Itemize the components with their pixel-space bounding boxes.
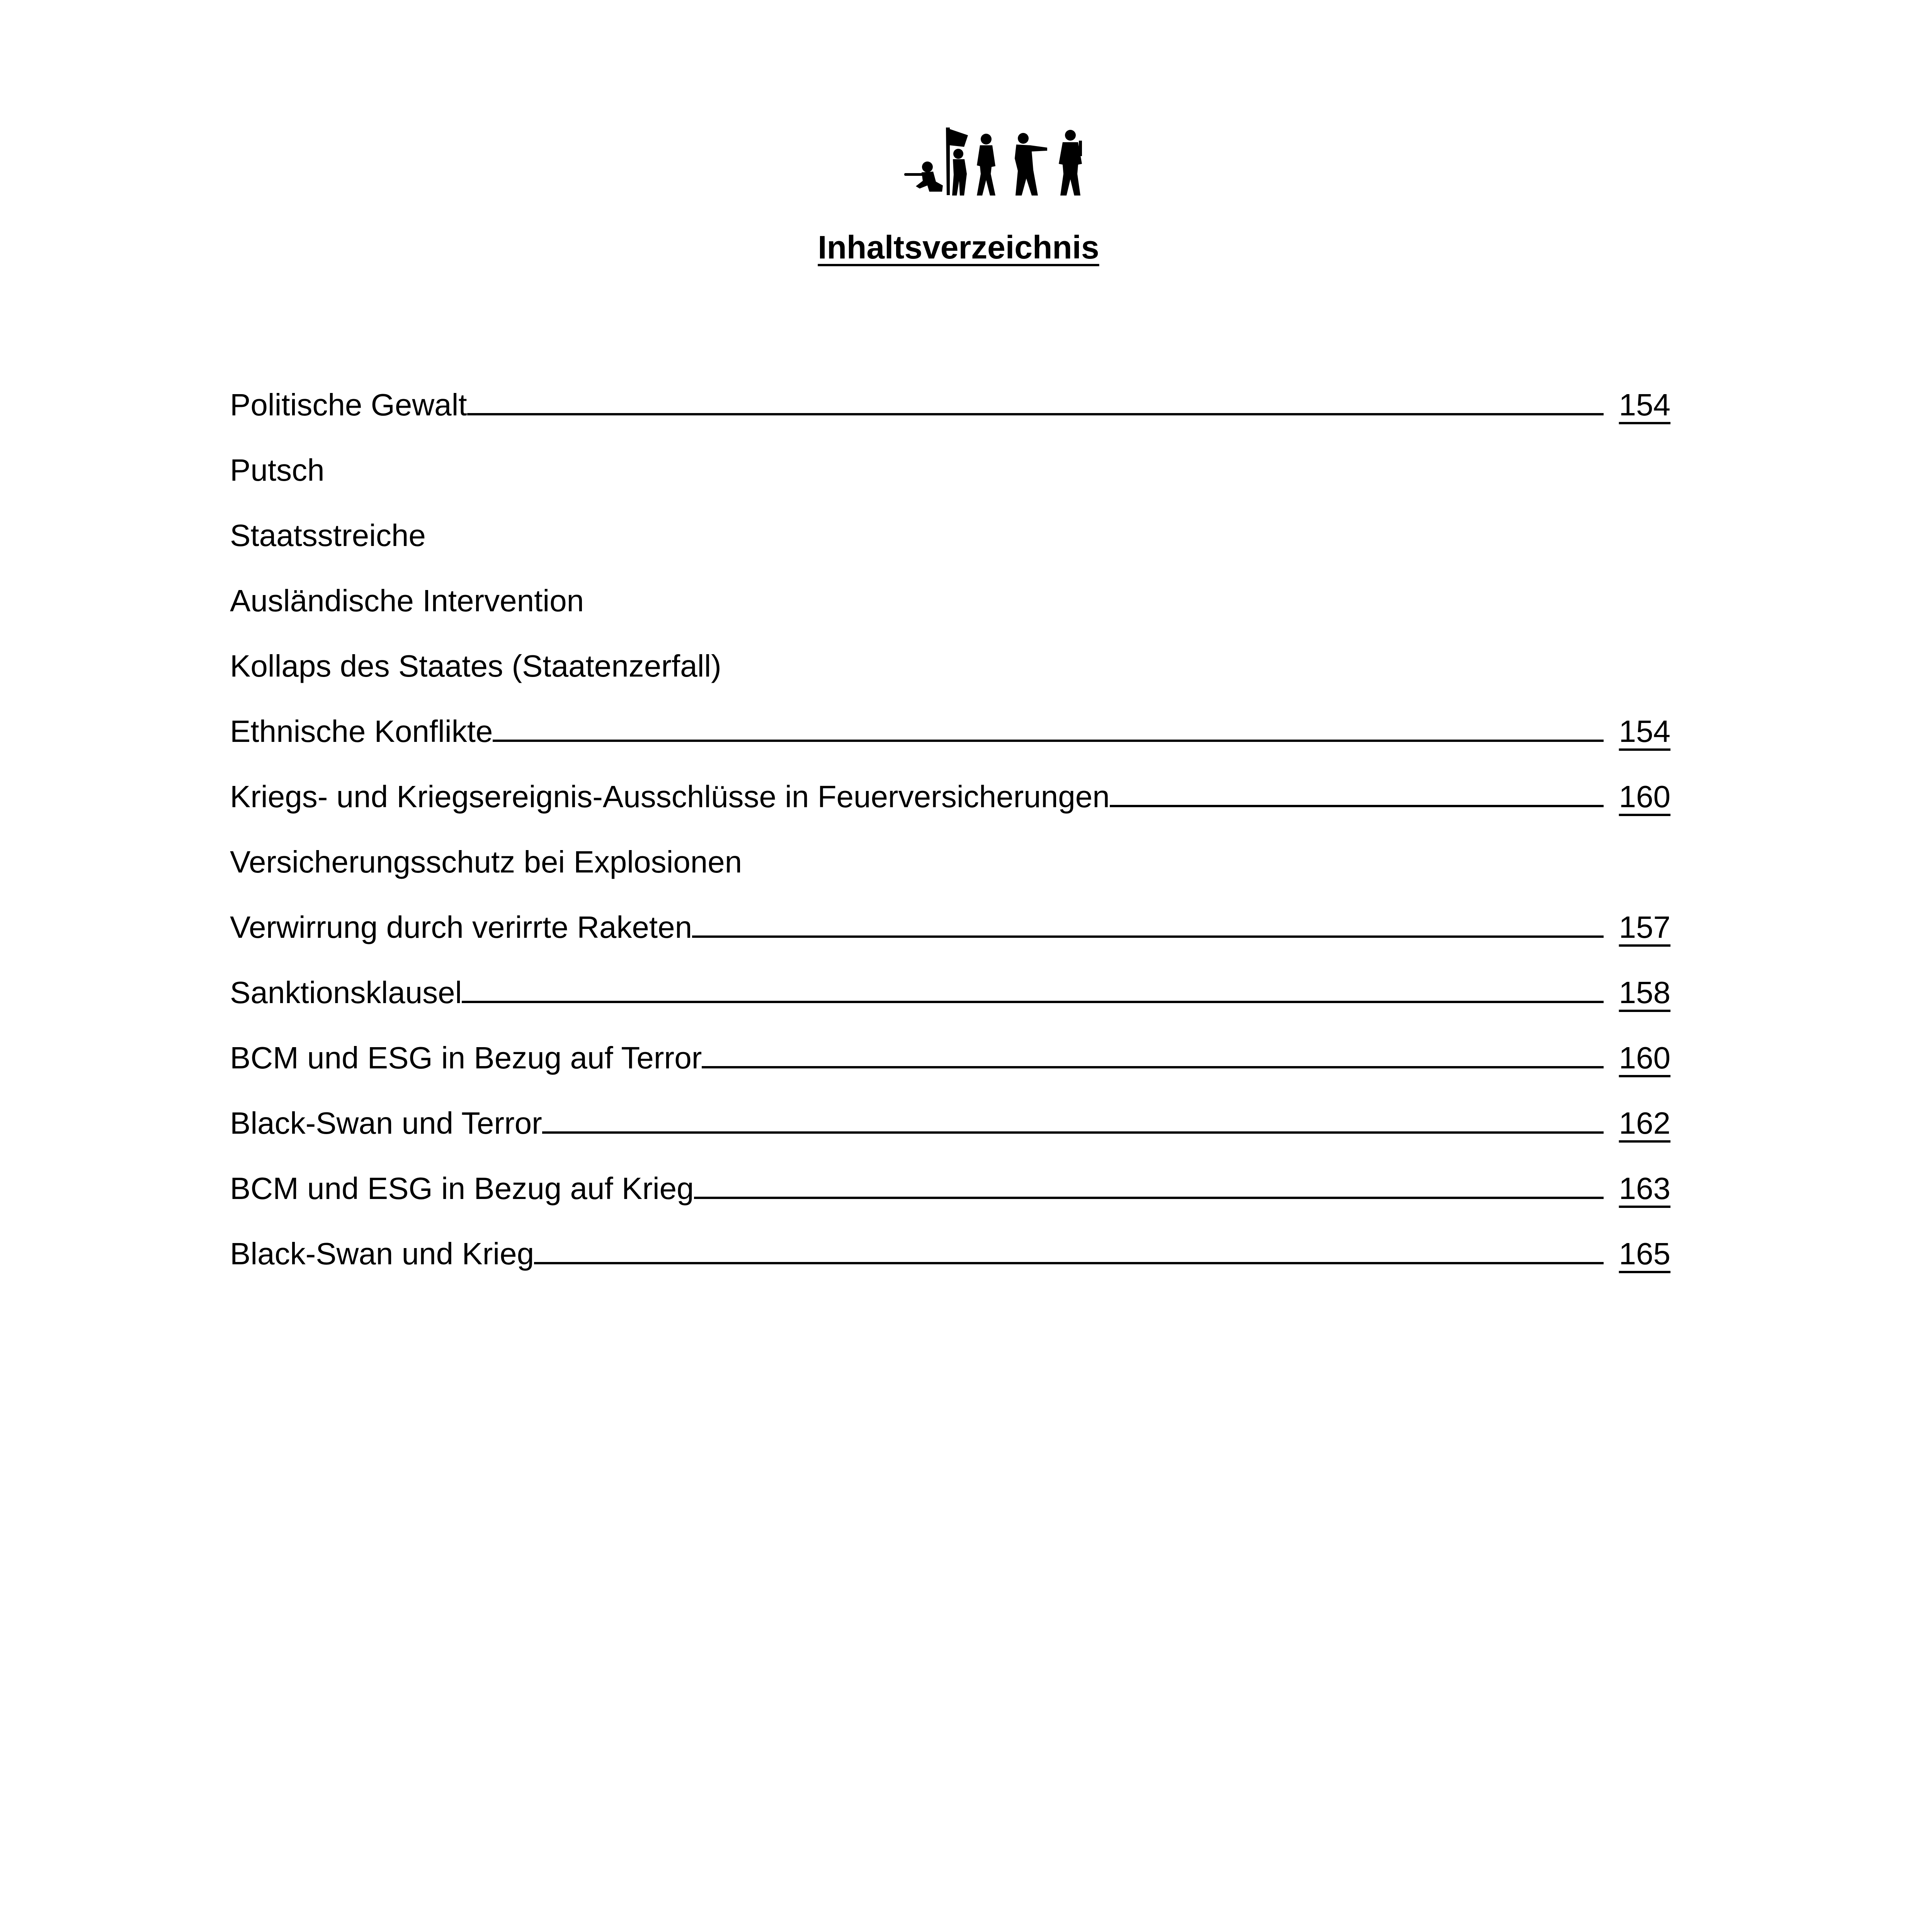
toc-entry[interactable]: [230, 1141, 1670, 1206]
toc-entry-page: 162: [1619, 1106, 1670, 1140]
toc-entry-label: Verwirrung durch verirrte Raketen: [230, 910, 692, 944]
toc-entry[interactable]: [230, 357, 1670, 423]
toc-leader-line: [542, 1131, 1604, 1134]
toc-leader-line: [534, 1262, 1603, 1264]
toc-leader-line: [694, 1197, 1604, 1199]
toc-entry-page: 160: [1619, 1041, 1670, 1075]
toc-leader-line: [1110, 805, 1604, 807]
toc-entry[interactable]: [230, 423, 1670, 488]
toc-entry[interactable]: [230, 1010, 1670, 1076]
toc-leader-line: [467, 413, 1604, 415]
toc-entry[interactable]: [230, 684, 1670, 749]
toc-entry[interactable]: [230, 488, 1670, 553]
toc-leader-line: [493, 740, 1603, 742]
toc-entry[interactable]: [230, 1206, 1670, 1272]
toc-entry-label: Politische Gewalt: [230, 388, 467, 422]
toc-entry-page: 154: [1619, 388, 1670, 422]
toc-entry-label: Putsch: [230, 453, 325, 487]
toc-entry[interactable]: [230, 945, 1670, 1010]
soldiers-silhouette-icon: [900, 124, 1097, 197]
toc-entry-page: 163: [1619, 1171, 1670, 1206]
toc-entry[interactable]: [230, 553, 1670, 619]
toc-entry[interactable]: [230, 880, 1670, 945]
toc-entry-label: Ethnische Konflikte: [230, 714, 493, 748]
toc-entry-label: Sanktionsklausel: [230, 975, 462, 1010]
toc-entry[interactable]: [230, 815, 1670, 880]
toc-leader-line: [692, 935, 1603, 938]
toc-entry-page: 160: [1619, 779, 1670, 814]
toc-leader-line: [702, 1066, 1603, 1068]
toc-entry-page: 165: [1619, 1236, 1670, 1271]
toc-leader-line: [462, 1001, 1603, 1003]
page-title: Inhaltsverzeichnis: [818, 229, 1099, 265]
toc-entry-label: Staatsstreiche: [230, 518, 426, 553]
toc-entry-page: 158: [1619, 975, 1670, 1010]
toc-entry-label: Kriegs- und Kriegsereignis-Ausschlüsse in Feuerversicherungen: [230, 779, 1110, 814]
toc-entry-label: BCM und ESG in Bezug auf Terror: [230, 1041, 702, 1075]
toc-entry-label: Black-Swan und Terror: [230, 1106, 542, 1140]
toc-entry[interactable]: [230, 1076, 1670, 1141]
toc-entry-page: 154: [1619, 714, 1670, 748]
toc-entry-label: BCM und ESG in Bezug auf Krieg: [230, 1171, 694, 1206]
toc-entry-label: Ausländische Intervention: [230, 583, 584, 618]
toc-entry-label: Kollaps des Staates (Staatenzerfall): [230, 649, 721, 683]
toc-entry[interactable]: [230, 749, 1670, 815]
table-of-contents: [230, 357, 1670, 1272]
toc-entry-label: Black-Swan und Krieg: [230, 1236, 534, 1271]
toc-entry[interactable]: [230, 619, 1670, 684]
toc-entry-label: Versicherungsschutz bei Explosionen: [230, 845, 742, 879]
toc-entry-page: 157: [1619, 910, 1670, 944]
